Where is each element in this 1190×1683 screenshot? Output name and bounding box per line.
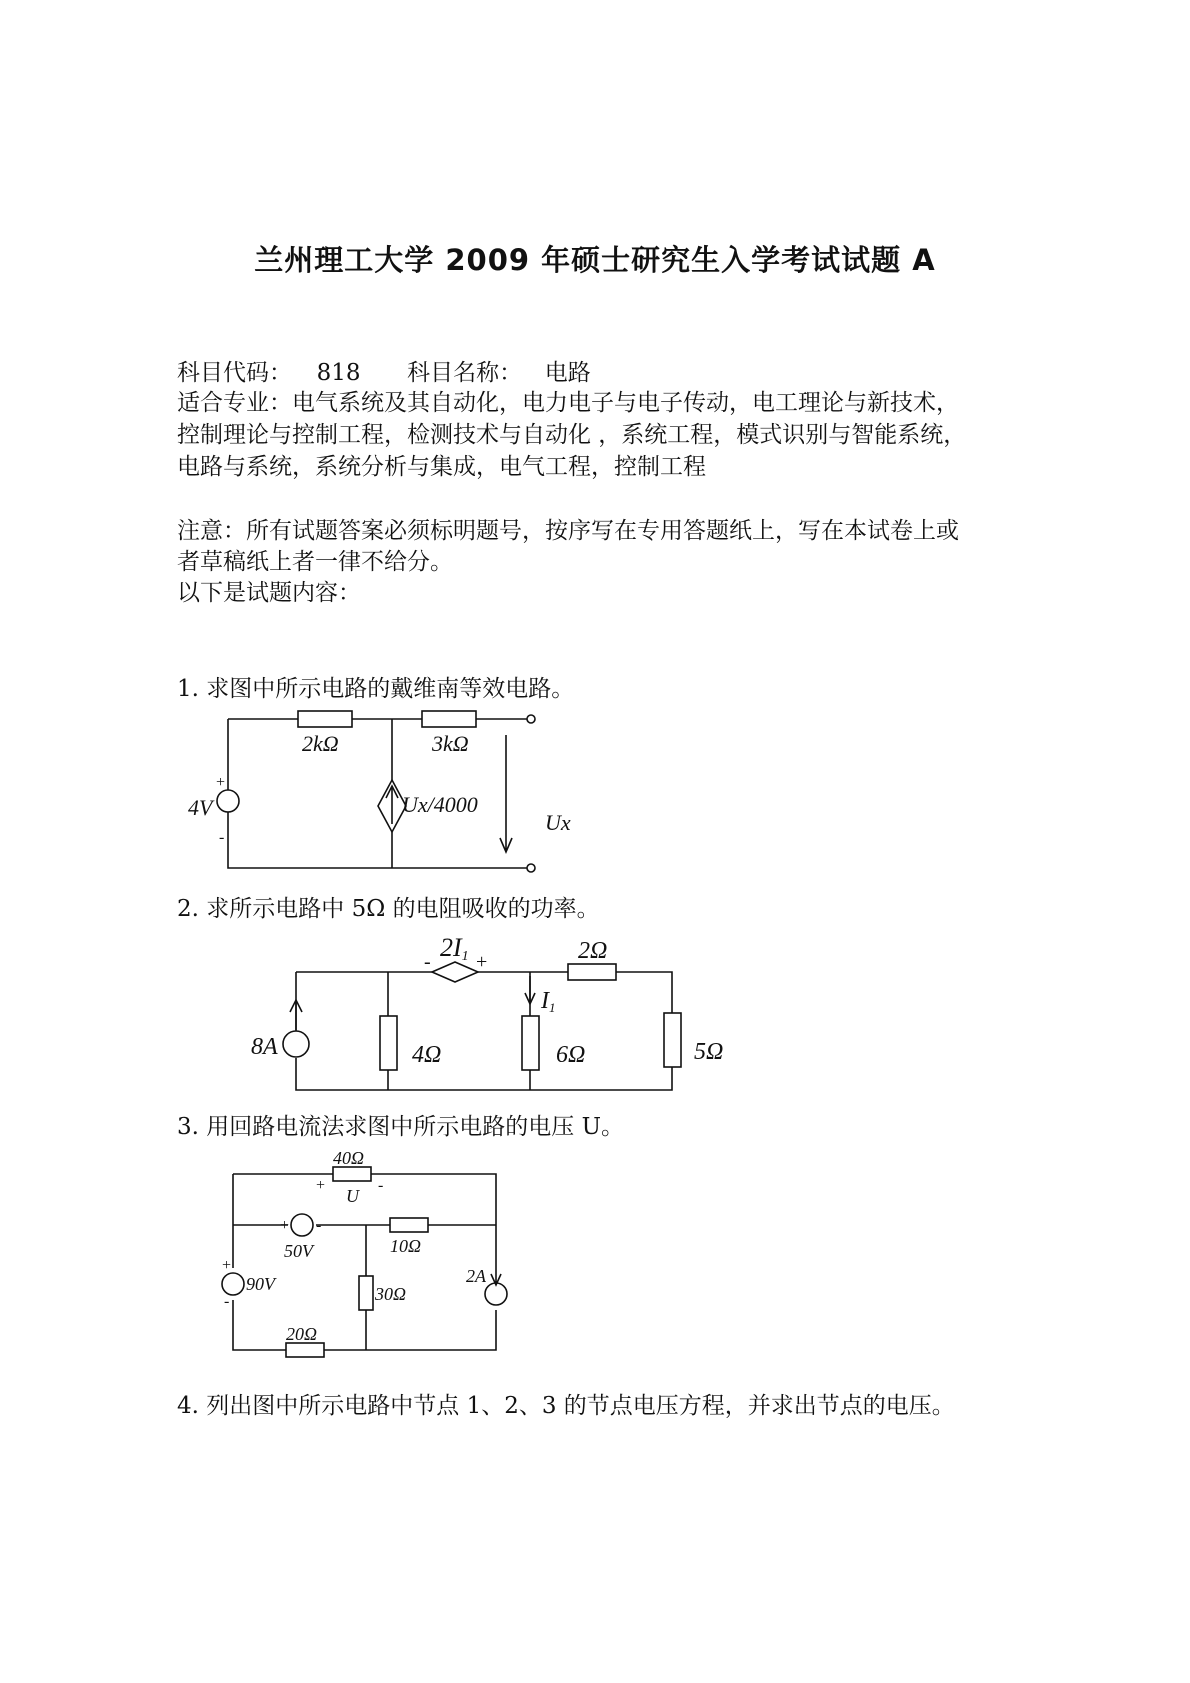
50v-plus: + — [280, 1217, 290, 1234]
subject-name-label: 科目名称： — [407, 360, 523, 386]
label-20ohm: 20Ω — [286, 1324, 318, 1344]
i1-main: I — [541, 988, 549, 1014]
label-8a: 8A — [251, 1034, 278, 1060]
label-plus: + — [216, 774, 226, 791]
resistor-20ohm — [286, 1343, 324, 1357]
90v-plus: + — [222, 1257, 232, 1274]
label-2a: 2A — [466, 1266, 486, 1286]
majors-line-1: 适合专业：电气系统及其自动化，电力电子与电子传动，电工理论与新技术， — [177, 390, 959, 416]
resistor-10ohm — [390, 1218, 428, 1232]
label-4v: 4V — [188, 795, 213, 820]
50v-minus: - — [316, 1217, 322, 1234]
dep-sub: 1 — [461, 949, 469, 964]
voltage-source-50v — [291, 1214, 313, 1236]
dep-minus: - — [424, 951, 431, 973]
subject-name-value: 电路 — [544, 360, 591, 386]
resistor-40ohm — [333, 1167, 371, 1181]
label-2ohm: 2Ω — [578, 938, 608, 964]
subject-code-value: 818 — [316, 360, 361, 386]
label-30ohm: 30Ω — [375, 1284, 407, 1304]
label-90v: 90V — [246, 1274, 275, 1294]
label-2k: 2kΩ — [302, 731, 339, 756]
2a-arrow — [491, 1250, 501, 1285]
label-u: U — [346, 1186, 359, 1206]
label-ccs: Ux/4000 — [402, 792, 478, 817]
u-minus: - — [378, 1177, 384, 1194]
majors-line-3: 电路与系统，系统分析与集成，电气工程，控制工程 — [177, 454, 706, 480]
notice-line-3: 以下是试题内容： — [177, 580, 361, 606]
dep-plus: + — [476, 951, 488, 973]
question-1: 1. 求图中所示电路的戴维南等效电路。 — [177, 676, 575, 702]
notice-line-2: 者草稿纸上者一律不给分。 — [177, 549, 453, 575]
resistor-30ohm — [359, 1276, 373, 1310]
label-3k: 3kΩ — [432, 731, 469, 756]
exam-title: 兰州理工大学 2009 年硕士研究生入学考试试题 A — [254, 243, 936, 277]
u-plus: + — [316, 1177, 326, 1194]
label-50v: 50V — [284, 1241, 313, 1261]
voltage-source-90v — [222, 1273, 244, 1295]
question-4: 4. 列出图中所示电路中节点 1、2、3 的节点电压方程，并求出节点的电压。 — [177, 1393, 955, 1419]
question-3: 3. 用回路电流法求图中所示电路的电压 U。 — [177, 1114, 624, 1140]
dep-main: 2I — [440, 933, 462, 962]
fig3-wires — [233, 1174, 496, 1350]
notice-line-1: 注意：所有试题答案必须标明题号，按序写在专用答题纸上，写在本试卷上或 — [177, 518, 959, 544]
subject-code-label: 科目代码： — [177, 360, 292, 386]
majors-line-2: 控制理论与控制工程，检测技术与自动化 ，系统工程，模式识别与智能系统， — [177, 422, 967, 448]
90v-minus: - — [224, 1293, 230, 1310]
label-6ohm: 6Ω — [556, 1042, 586, 1068]
label-minus: - — [219, 829, 225, 846]
label-5ohm: 5Ω — [694, 1039, 724, 1065]
label-10ohm: 10Ω — [390, 1236, 422, 1256]
i1-sub: 1 — [549, 1000, 556, 1015]
label-40ohm: 40Ω — [333, 1148, 365, 1168]
label-4ohm: 4Ω — [412, 1042, 442, 1068]
label-ux: Ux — [545, 810, 571, 835]
question-2: 2. 求所示电路中 5Ω 的电阻吸收的功率。 — [177, 896, 600, 922]
